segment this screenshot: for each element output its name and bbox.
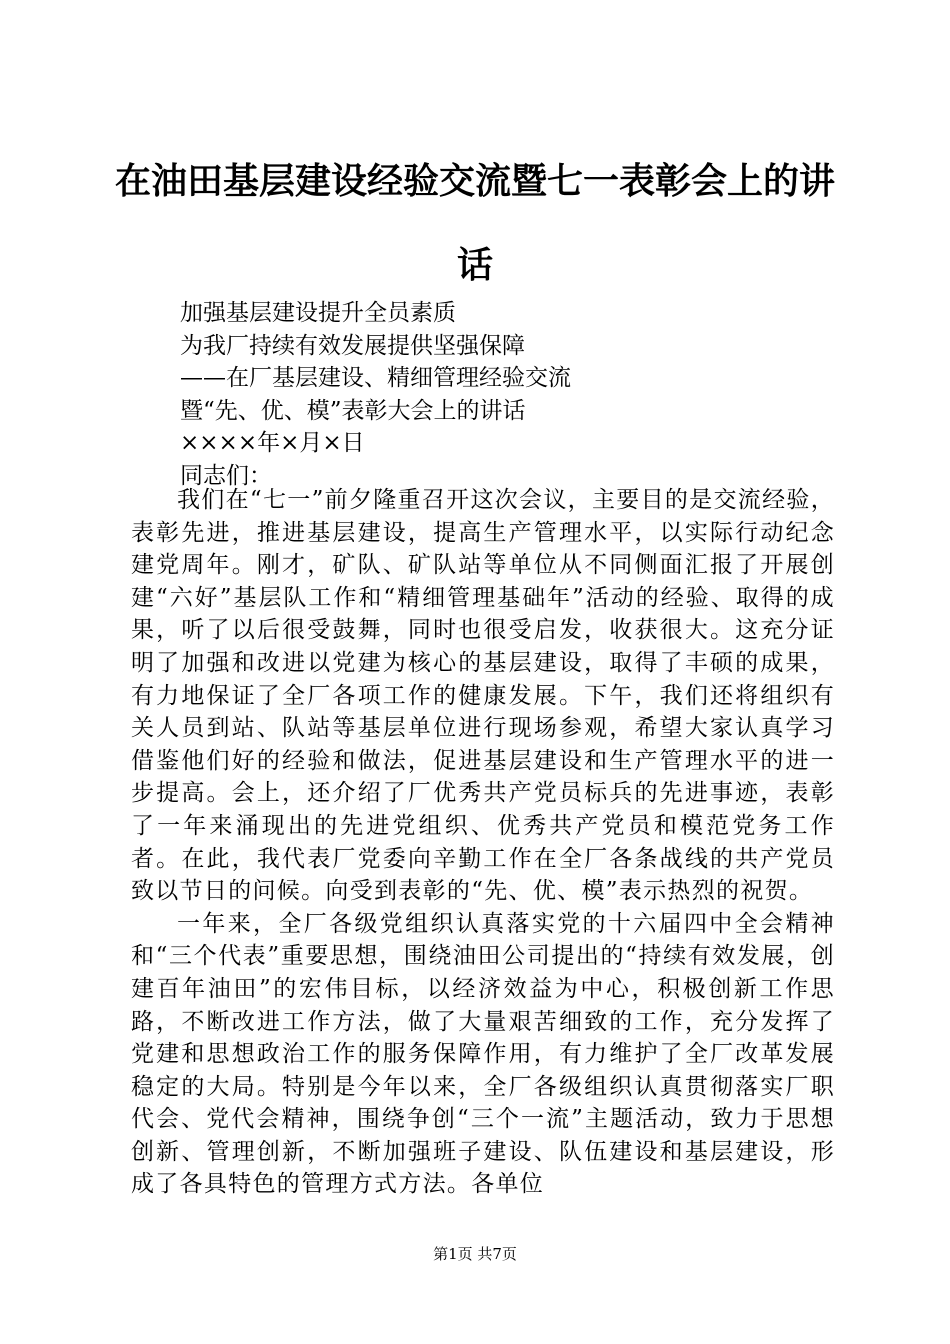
speech-body [131, 484, 835, 1201]
body-paragraph-2: 一年来，全厂各级党组织认真落实党的十六届四中全会精神和“三个代表”重要思想，围绕油田公司提出的“持续有效发展，创建百年油田”的宏伟目标，以经济效益为中心，积极创新工作思路，不断改进工作方法，做了大量艰苦细致的工作，充分发挥了党建和思想政治工作的服务保障作用，有力维护了全厂改革发展稳定的大局。特别是今年以来，全厂各级组织认真贯彻落实厂职代会、党代会精神，围绕争创“三个一流”主题活动，致力于思想创新、管理创新，不断加强班子建设、队伍建设和基层建设，形成了各具特色的管理方式方法。各单位 [131, 910, 835, 1198]
speech-subtitle-2: 为我厂持续有效发展提供坚强保障 [180, 332, 525, 359]
body-paragraph-1: 我们在“七一”前夕隆重召开这次会议，主要目的是交流经验，表彰先进，推进基层建设，提高生产管理水平，以实际行动纪念建党周年。刚才，矿队、矿队站等单位从不同侧面汇报了开展创建“六好”基层队工作和“精细管理基础年”活动的经验、取得的成果，听了以后很受鼓舞，同时也很受启发，收获很大。这充分证明了加强和改进以党建为核心的基层建设，取得了丰硕的成果，有力地保证了全厂各项工作的健康发展。下午，我们还将组织有关人员到站、队站等基层单位进行现场参观，希望大家认真学习借鉴他们好的经验和做法，促进基层建设和生产管理水平的进一步提高。会上，还介绍了厂优秀共产党员标兵的先进事迹，表彰了一年来涌现出的先进党组织、优秀共产党员和模范党务工作者。在此，我代表厂党委向辛勤工作在全厂各条战线的共产党员致以节日的问候。向受到表彰的“先、优、模”表示热烈的祝贺。 [131, 487, 835, 905]
speech-heading-block [180, 297, 840, 493]
speech-date: ××××年×月×日 [180, 430, 365, 457]
speech-occasion-line-2: 暨“先、优、模”表彰大会上的讲话 [180, 397, 526, 424]
speech-subtitle-1: 加强基层建设提升全员素质 [180, 300, 456, 326]
document-title-line-1: 在油田基层建设经验交流暨七一表彰会上的讲 [114, 161, 835, 202]
page-footer: 第1页 共7页 [433, 1245, 517, 1263]
speech-occasion-line-1: ——在厂基层建设、精细管理经验交流 [180, 365, 571, 392]
salutation: 同志们： [180, 462, 272, 489]
document-title-line-2: 话 [456, 245, 493, 286]
